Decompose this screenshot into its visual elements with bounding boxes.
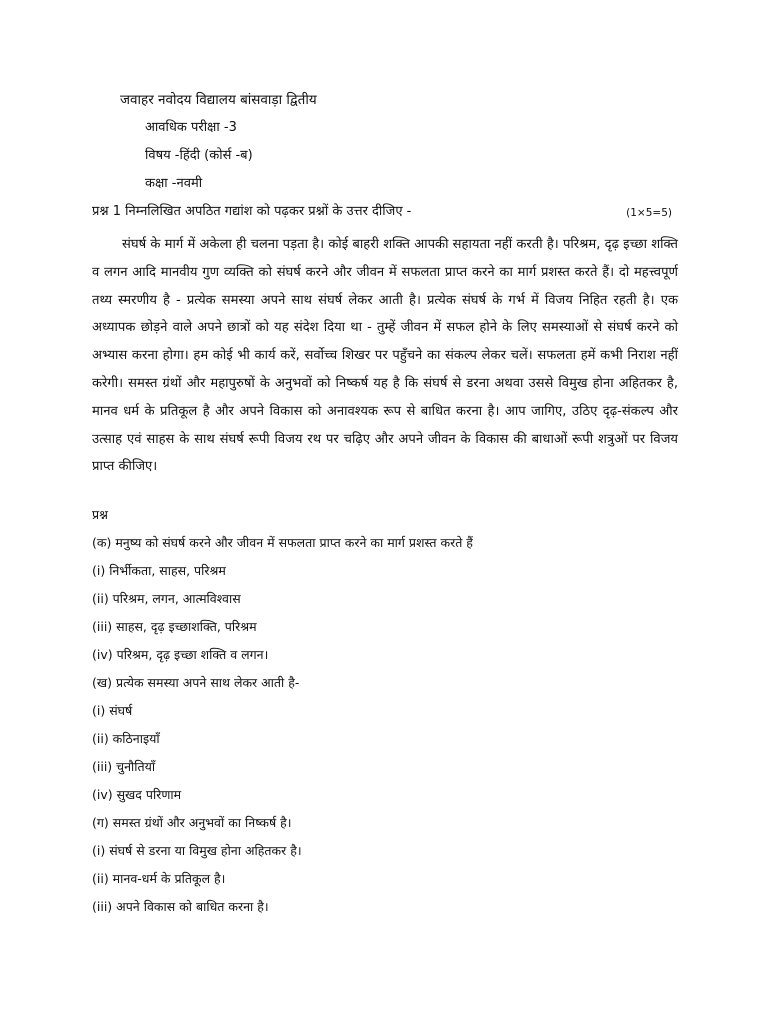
option-ga-1: (i) संघर्ष से डरना या विमुख होना अहितकर है। [92,843,302,858]
option-ga-3: (iii) अपने विकास को बाधित करना है। [92,899,269,914]
subquestion-ka: (क) मनुष्य को संघर्ष करने और जीवन में सफलता प्राप्त करने का मार्ग प्रशस्त करते हैं [92,535,473,550]
option-ka-2: (ii) परिश्रम, लगन, आत्मविश्वास [92,591,241,606]
subject-line: विषय -हिंदी (कोर्स -ब) [145,148,253,163]
option-kha-1: (i) संघर्ष [92,703,133,718]
subquestion-kha: (ख) प्रत्येक समस्या अपने साथ लेकर आती है- [92,675,300,690]
school-name: जवाहर नवोदय विद्यालय बांसवाड़ा द्वितीय [120,92,317,108]
subquestion-ga: (ग) समस्त ग्रंथों और अनुभवों का निष्कर्ष है। [92,815,292,830]
option-kha-2: (ii) कठिनाइयाँ [92,731,160,746]
questions-heading: प्रश्न [92,507,108,522]
option-ka-1: (i) निर्भीकता, साहस, परिश्रम [92,563,226,578]
option-kha-4: (iv) सुखद परिणाम [92,787,182,802]
option-ka-4: (iv) परिश्रम, दृढ़ इच्छा शक्ति व लगन। [92,647,269,662]
unseen-passage: संघर्ष के मार्ग में अकेला ही चलना पड़ता है। कोई बाहरी शक्ति आपकी सहायता नहीं करती है। परिश्रम, दृढ़ इच्छा शक्ति व लगन आदि मानवीय गुण व्यक्ति को संघर्ष करने और जीवन में सफलता प्राप्त करने का मार्ग प्रशस्त करते हैं। दो महत्त्वपूर्ण तथ्य स्मरणीय है - प्रत्येक समस्या अपने साथ संघर्ष लेकर आती है। प्रत्येक संघर्ष के गर्भ में विजय निहित रहती है। एक अध्यापक छोड़ने वाले अपने छात्रों को यह संदेश दिया था - तुम्हें जीवन में सफल होने के लिए समस्याओं से संघर्ष करने को अभ्यास करना होगा। हम कोई भी कार्य करें, सर्वोच्च शिखर पर पहुँचने का संकल्प लेकर चलें। सफलता हमें कभी निराश नहीं करेगी। समस्त ग्रंथों और महापुरुषों के अनुभवों को निष्कर्ष यह है कि संघर्ष से डरना अथवा उससे विमुख होना अहितकर है, मानव धर्म के प्रतिकूल है और अपने विकास को अनावश्यक रूप से बाधित करना है। आप जागिए, उठिए दृढ़-संकल्प और उत्साह एवं साहस के साथ संघर्ष रूपी विजय रथ पर चढ़िए और अपने जीवन के विकास की बाधाओं रूपी शत्रुओं पर विजय प्राप्त कीजिए। [92,237,678,475]
option-ka-3: (iii) साहस, दृढ़ इच्छाशक्ति, परिश्रम [92,619,257,634]
class-line: कक्षा -नवमी [145,176,203,191]
exam-title: आवधिक परीक्षा -3 [145,120,237,135]
option-kha-3: (iii) चुनौतियाँ [92,759,156,774]
option-ga-2: (ii) मानव-धर्म के प्रतिकूल है। [92,871,226,886]
question-1-marks: (1×5=5) [626,207,672,219]
question-1-title: प्रश्न 1 निम्नलिखित अपठित गद्यांश को पढ़कर प्रश्नों के उत्तर दीजिए - [92,204,412,219]
